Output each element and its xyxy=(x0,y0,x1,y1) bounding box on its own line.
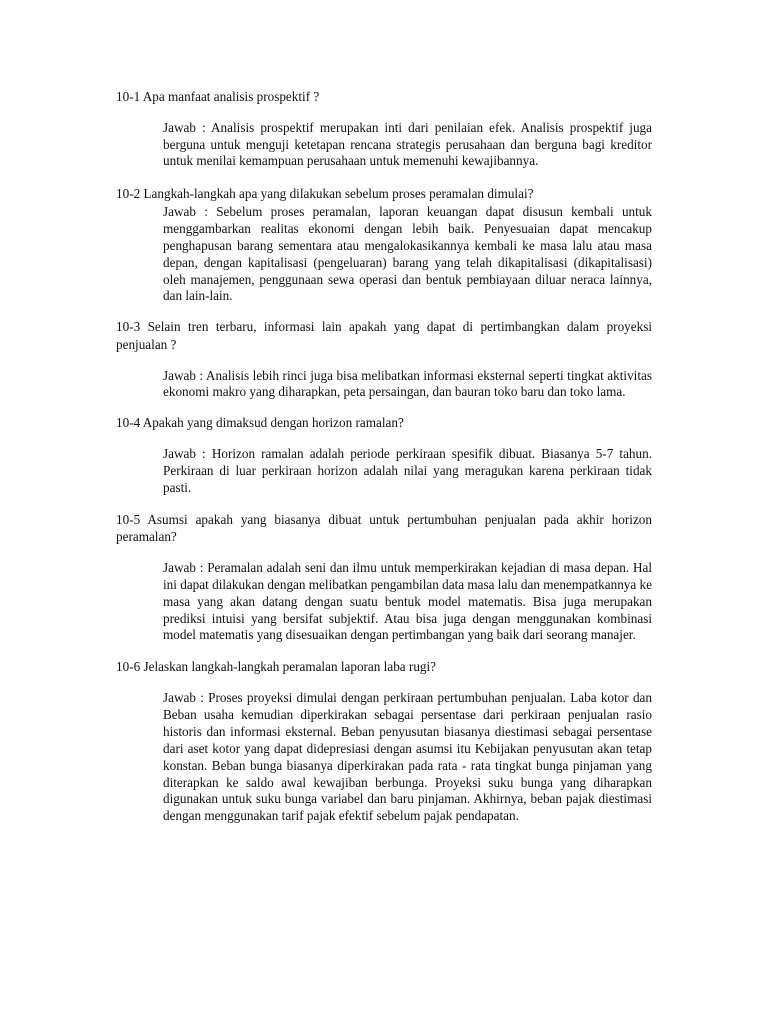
answer-10-4: Jawab : Horizon ramalan adalah periode perkiraan spesifik dibuat. Biasanya 5-7 tahun. Perkiraan di luar perkiraan horizon adalah nilai yang meragukan karena perkiraan tidak pasti. xyxy=(163,445,652,495)
answer-10-3: Jawab : Analisis lebih rinci juga bisa melibatkan informasi eksternal seperti tingkat aktivitas ekonomi makro yang diharapkan, peta persaingan, dan bauran toko baru dan toko lama. xyxy=(163,367,652,400)
question-10-2: 10-2 Langkah-langkah apa yang dilakukan sebelum proses peramalan dimulai? xyxy=(116,186,534,202)
qa-item-10-6 xyxy=(116,658,652,825)
qa-item-10-4 xyxy=(116,414,652,496)
qa-item-10-1 xyxy=(116,88,652,170)
answer-10-2: Jawab : Sebelum proses peramalan, laporan keuangan dapat disusun kembali untuk menggambarkan realitas ekonomi dengan lebih baik. Penyesuaian dapat mencakup penghapusan barang sementara atau mengalokasikannya kembali ke masa lalu atau masa depan, dengan kapitalisasi (pengeluaran) barang yang telah dikapitalisasi (dikapitalisasi) oleh manajemen, penggunaan sewa operasi dan bentuk pembiayaan diluar neraca lainnya, dan lain-lain. xyxy=(163,203,652,304)
question-10-5: 10-5 Asumsi apakah yang biasanya dibuat untuk pertumbuhan penjualan pada akhir horizon peramalan? xyxy=(116,511,652,545)
document-body xyxy=(116,88,652,825)
answer-10-5: Jawab : Peramalan adalah seni dan ilmu untuk memperkirakan kejadian di masa depan. Hal ini dapat dilakukan dengan melibatkan pengambilan data masa lalu dan menempatkannya ke masa yang akan datang dengan suatu bentuk model matematis. Bisa juga merupakan prediksi intuisi yang bersifat subjektif. Atau bisa juga dengan menggunakan kombinasi model matematis yang disesuaikan dengan pertimbangan yang baik dari seorang manajer. xyxy=(163,559,652,643)
qa-item-10-2 xyxy=(116,185,652,305)
question-10-6: 10-6 Jelaskan langkah-langkah peramalan laporan laba rugi? xyxy=(116,659,437,675)
answer-10-6: Jawab : Proses proyeksi dimulai dengan perkiraan pertumbuhan penjualan. Laba kotor dan Beban usaha kemudian diperkirakan sebagai persentase dari perkiraan penjualan rasio historis dan informasi eksternal. Beban penyusutan biasanya diestimasi sebagai persentase dari aset kotor yang dapat didepresiasi dengan asumsi itu Kebijakan penyusutan akan tetap konstan. Beban bunga biasanya diperkirakan pada rata - rata tingkat bunga pinjaman yang diterapkan ke saldo awal kewajiban berbunga. Proyeksi suku bunga yang diharapkan digunakan untuk suku bunga variabel dan baru pinjaman. Akhirnya, beban pajak diestimasi dengan menggunakan tarif pajak efektif sebelum pajak pendapatan. xyxy=(163,689,652,824)
question-10-1: 10-1 Apa manfaat analisis prospektif ? xyxy=(116,89,320,104)
answer-10-1: Jawab : Analisis prospektif merupakan inti dari penilaian efek. Analisis prospektif juga berguna untuk menguji ketetapan rencana strategis perusahaan dan berguna bagi kreditor untuk menilai kemampuan perusahaan untuk memenuhi kewajibannya. xyxy=(163,119,652,169)
qa-item-10-5 xyxy=(116,511,652,645)
question-10-4: 10-4 Apakah yang dimaksud dengan horizon ramalan? xyxy=(116,415,404,431)
question-10-3: 10-3 Selain tren terbaru, informasi lain apakah yang dapat di pertimbangkan dalam proyeksi penjualan ? xyxy=(116,319,652,352)
qa-item-10-3 xyxy=(116,318,652,401)
